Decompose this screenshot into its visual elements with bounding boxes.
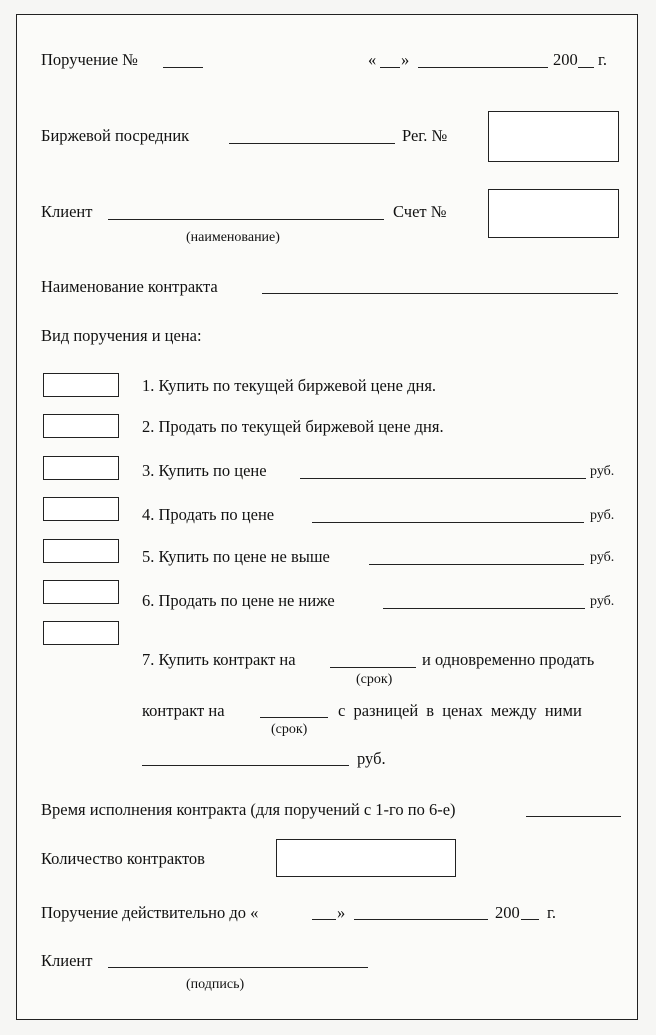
currency-label-5: руб. [590,550,615,565]
contract-name-field[interactable] [262,293,618,294]
currency-label-6: руб. [590,594,615,609]
price-field-4[interactable] [312,522,584,523]
price-field-5[interactable] [369,564,584,565]
price-field-3[interactable] [300,478,586,479]
currency-label-3: руб. [590,464,615,479]
date-close-quote: » [401,50,410,69]
buy-term-caption: (срок) [356,672,393,687]
order-type-label-4: 4. Продать по цене [142,505,275,524]
reg-number-box[interactable] [488,111,619,162]
signature-caption: (подпись) [186,977,245,992]
quantity-box[interactable] [276,839,456,877]
order-type-checkbox-2[interactable] [43,414,119,438]
client-label: Клиент [41,202,93,221]
sell-term-caption: (срок) [271,722,308,737]
order-type-label-1: 1. Купить по текущей биржевой цене дня. [142,376,437,395]
broker-label: Биржевой посредник [41,126,190,145]
date-year-prefix: 200 [553,50,578,69]
reg-number-label: Рег. № [402,126,448,145]
validity-close-quote: » [337,903,346,922]
order-type-label-3: 3. Купить по цене [142,461,267,480]
order-type-checkbox-1[interactable] [43,373,119,397]
client-name-field[interactable] [108,219,384,220]
client-name-caption: (наименование) [186,230,280,245]
order-type-checkbox-6[interactable] [43,580,119,604]
broker-field[interactable] [229,143,395,144]
order-type-label-2: 2. Продать по текущей биржевой цене дня. [142,417,444,436]
signature-client-label: Клиент [41,951,93,970]
order-number-field[interactable] [163,67,203,68]
contract-name-label: Наименование контракта [41,277,218,296]
order-type-checkbox-7[interactable] [43,621,119,645]
date-year-suffix: г. [598,50,608,69]
date-year-field[interactable] [578,67,594,68]
sell-term-field[interactable] [260,717,328,718]
price-difference-field[interactable] [142,765,349,766]
price-difference-currency: руб. [357,749,386,768]
order-type-label-7c: контракт на [142,701,225,720]
order-type-label-6: 6. Продать по цене не ниже [142,591,335,610]
order-type-checkbox-3[interactable] [43,456,119,480]
validity-month-field[interactable] [354,919,488,920]
validity-day-field[interactable] [312,919,336,920]
order-type-label-7b: и одновременно продать [422,650,595,669]
execution-time-label: Время исполнения контракта (для поручений с 1-го по 6-е) [41,800,456,819]
currency-label-4: руб. [590,508,615,523]
validity-year-field[interactable] [521,919,539,920]
signature-field[interactable] [108,967,368,968]
price-field-6[interactable] [383,608,585,609]
order-type-label-5: 5. Купить по цене не выше [142,547,330,566]
order-type-checkbox-4[interactable] [43,497,119,521]
date-month-field[interactable] [418,67,548,68]
order-type-checkbox-5[interactable] [43,539,119,563]
account-number-label: Счет № [393,202,447,221]
order-type-label-7a: 7. Купить контракт на [142,650,296,669]
execution-time-field[interactable] [526,816,621,817]
order-type-heading: Вид поручения и цена: [41,326,202,345]
validity-label: Поручение действительно до « [41,903,259,922]
order-number-label: Поручение № [41,50,138,69]
account-number-box[interactable] [488,189,619,238]
date-day-field[interactable] [380,67,400,68]
validity-year-prefix: 200 [495,903,520,922]
quantity-label: Количество контрактов [41,849,205,868]
order-type-label-7d: с разницей в ценах между ними [338,701,582,720]
date-open-quote: « [368,50,377,69]
buy-term-field[interactable] [330,667,416,668]
validity-year-suffix: г. [547,903,557,922]
